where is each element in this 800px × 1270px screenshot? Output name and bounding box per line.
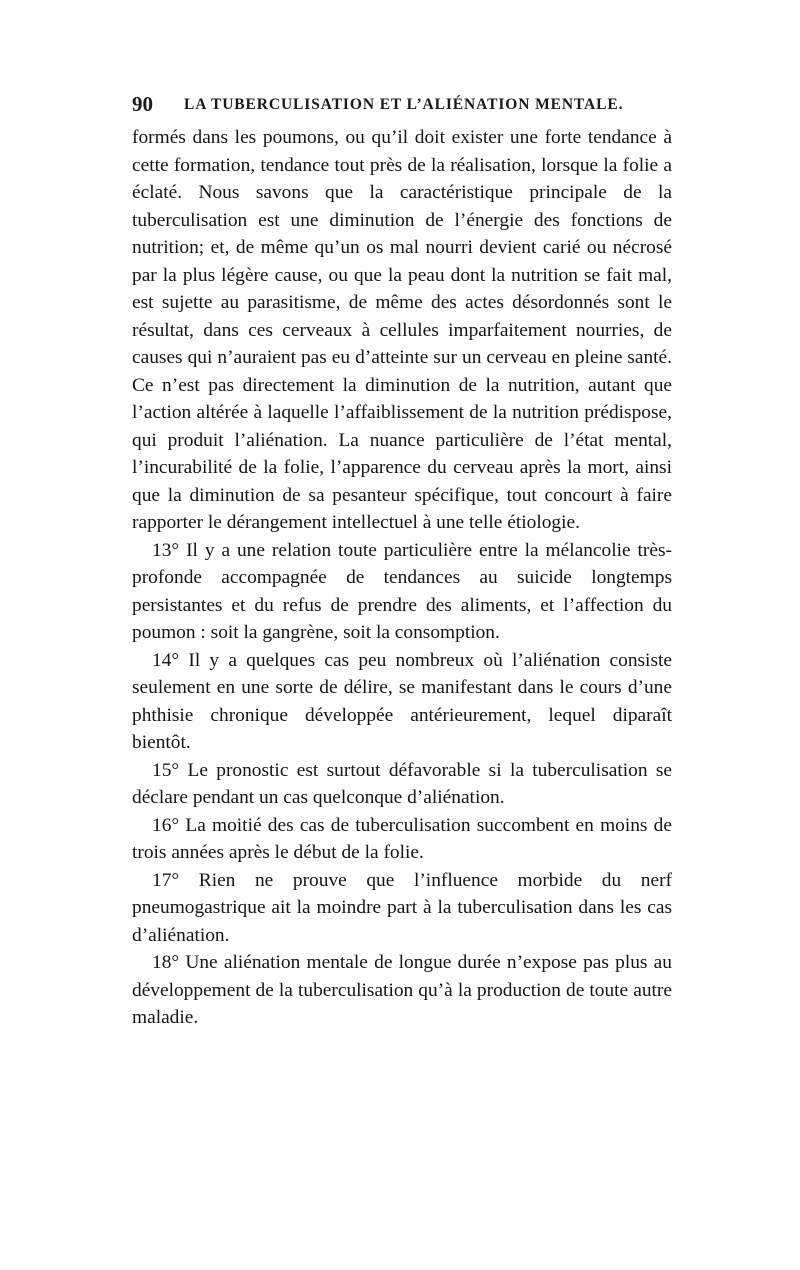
paragraph-item-17: 17° Rien ne prouve que l’influence morbide du nerf pneumogastrique ait la moindre part à la tuberculisation dans les cas d’aliénation. — [132, 869, 672, 946]
page-header — [132, 92, 632, 118]
paragraph-item-16: 16° La moitié des cas de tuberculisation succombent en moins de trois années après le début de la folie. — [132, 814, 672, 863]
page-number: 90 — [132, 92, 153, 116]
paragraph-item-15: 15° Le pronostic est surtout défavorable si la tuberculisation se déclare pendant un cas quelconque d’aliénation. — [132, 759, 672, 808]
running-title: LA TUBERCULISATION ET L’ALIÉNATION MENTALE. — [184, 96, 624, 113]
paragraph-item-14: 14° Il y a quelques cas peu nombreux où l’aliénation consiste seulement en une sorte de délire, se manifestant dans le cours d’une phthisie chronique développée antérieurement, lequel diparaît bientôt. — [132, 649, 672, 753]
paragraph-continuation: formés dans les poumons, ou qu’il doit exister une forte tendance à cette formation, tendance tout près de la réalisation, lorsque la folie a éclaté. Nous savons que la caractéristique principale de la tuberculisation est une diminution de l’énergie des fonctions de nutrition; et, de même qu’un os mal nourri devient carié ou nécrosé par la plus légère cause, ou que la peau dont la nutrition se fait mal, est sujette au parasitisme, de même des actes désordonnés sont le résultat, dans ces cerveaux à cellules imparfaitement nourries, de causes qui n’auraient pas eu d’atteinte sur un cerveau en pleine santé. Ce n’est pas directement la diminution de la nutrition, autant que l’action altérée à laquelle l’affaiblissement de la nutrition prédispose, qui produit l’aliénation. La nuance particulière de l’état mental, l’incurabilité de la folie, l’apparence du cerveau après la mort, ainsi que la diminution de sa pesanteur spécifique, tout concourt à faire rapporter le dérangement intellectuel à une telle étiologie. — [132, 127, 672, 533]
paragraph-item-18: 18° Une aliénation mentale de longue durée n’expose pas plus au développement de la tuberculisation qu’à la production de toute autre maladie. — [132, 952, 672, 1028]
body-text — [132, 124, 672, 1032]
paragraph-item-13: 13° Il y a une relation toute particulière entre la mélancolie très-profonde accompagnée de tendances au suicide longtemps persistantes et du refus de prendre des aliments, et l’affection du poumon : soit la gangrène, soit la consomption. — [132, 539, 672, 643]
